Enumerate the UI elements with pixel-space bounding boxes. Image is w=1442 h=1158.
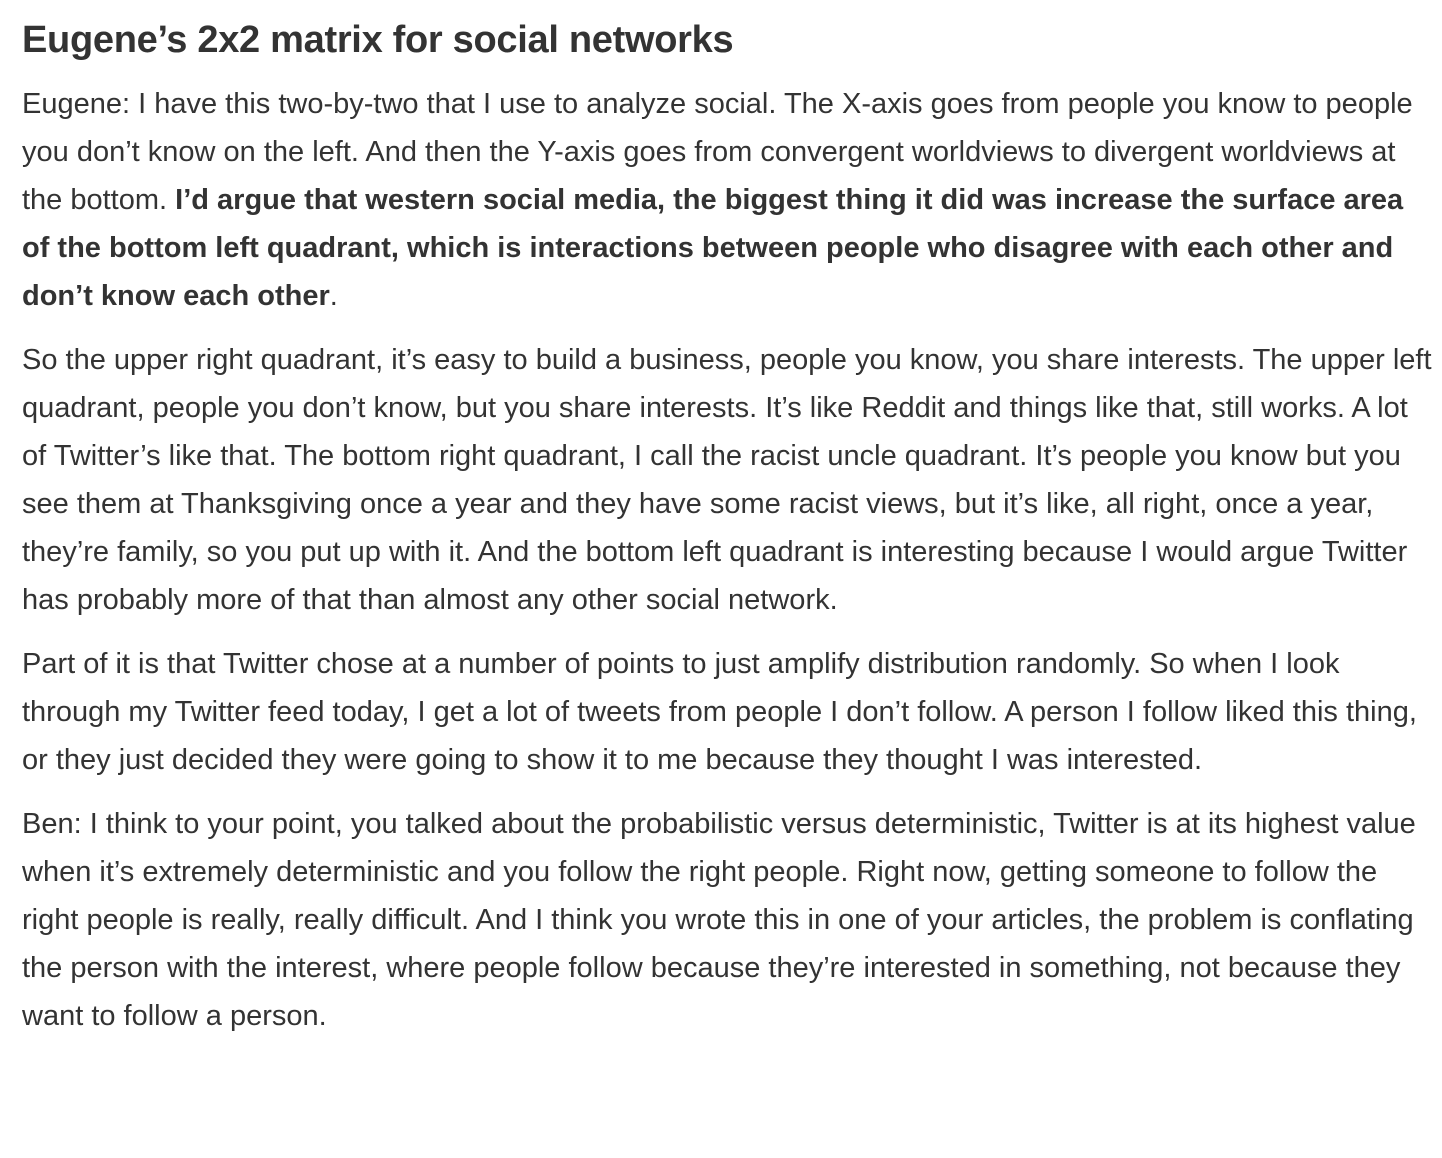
paragraph-quadrants: So the upper right quadrant, it’s easy to build a business, people you know, you share interests. The upper left quadrant, people you don’t know, but you share interests. It’s like Reddit and things like that, still works. A lot of Twitter’s like that. The bottom right quadrant, I call the racist uncle quadrant. It’s people you know but you see them at Thanksgiving once a year and they have some racist views, but it’s like, all right, once a year, they’re family, so you put up with it. And the bottom left quadrant is interesting because I would argue Twitter has probably more of that than almost any other social network.: [22, 344, 1432, 616]
paragraph-bold-text: I’d argue that western social media, the biggest thing it did was increase the surface area of the bottom left quadrant, which is interactions between people who disagree with each other and don’t know each other: [22, 184, 1404, 312]
article-body: [22, 16, 1434, 1040]
paragraph-lead-text: Eugene: I have this two-by-two that I use to analyze social. The X-axis goes from people you know to people you don’t know on the left. And then the Y-axis goes from convergent worldviews to divergent worldviews at the bottom.: [22, 88, 1413, 216]
paragraph-tail-text: .: [329, 280, 338, 312]
paragraph-ben-response: Ben: I think to your point, you talked about the probabilistic versus deterministic, Twitter is at its highest value when it’s extremely deterministic and you follow the right people. Right now, getting someone to follow the right people is really, really difficult. And I think you wrote this in one of your articles, the problem is conflating the person with the interest, where people follow because they’re interested in something, not because they want to follow a person.: [22, 808, 1416, 1032]
paragraph-eugene-intro: [22, 80, 1434, 320]
paragraph-twitter-distribution: Part of it is that Twitter chose at a number of points to just amplify distribution randomly. So when I look through my Twitter feed today, I get a lot of tweets from people I don’t follow. A person I follow liked this thing, or they just decided they were going to show it to me because they thought I was interested.: [22, 648, 1417, 776]
article-title: Eugene’s 2x2 matrix for social networks: [22, 19, 734, 61]
